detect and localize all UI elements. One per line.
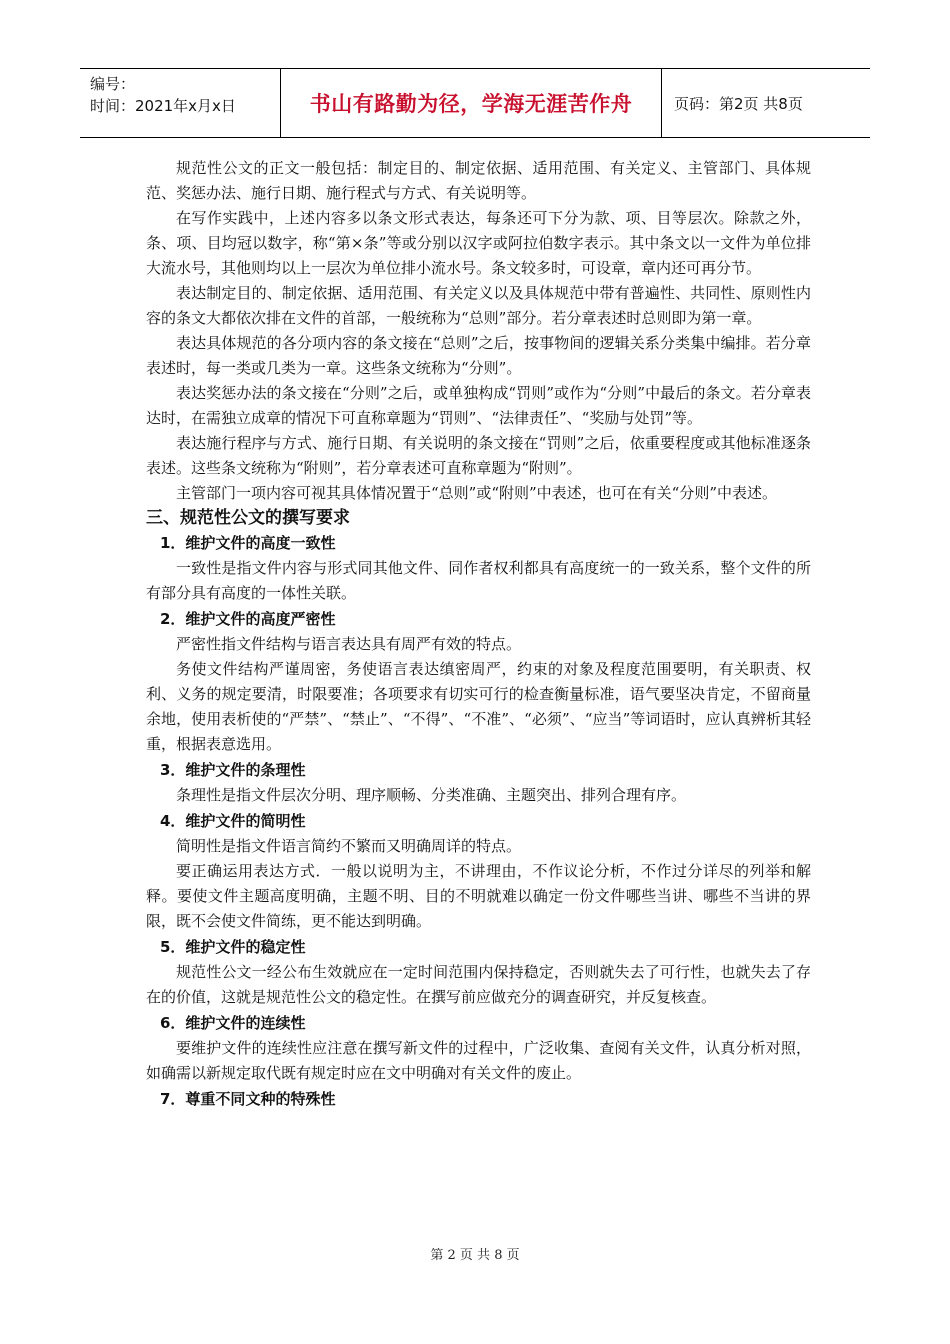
paragraph: 表达奖惩办法的条文接在“分则”之后，或单独构成“罚则”或作为“分则”中最后的条文。若分章表达时，在需独立成章的情况下可直称章题为“罚则”、“法律责任”、“奖励与处罚”等。 [146, 384, 811, 427]
paragraph: 在写作实践中，上述内容多以条文形式表达，每条还可下分为款、项、目等层次。除款之外，条、项、目均冠以数字，称“第×条”等或分别以汉字或阿拉伯数字表示。其中条文以一文件为单位排大流水号，其他则均以上一层次为单位排小流水号。条文较多时，可设章，章内还可再分节。 [146, 209, 811, 277]
paragraph: 表达具体规范的各分项内容的条文接在“总则”之后，按事物间的逻辑关系分类集中编排。若分章表述时，每一类或几类为一章。这些条文统称为“分则”。 [146, 334, 811, 377]
paragraph: 规范性公文的正文一般包括：制定目的、制定依据、适用范围、有关定义、主管部门、具体规范、奖惩办法、施行日期、施行程式与方式、有关说明等。 [146, 159, 811, 202]
subsection-heading: 3．维护文件的条理性 [160, 761, 306, 779]
subsection-heading: 7．尊重不同文种的特殊性 [160, 1090, 336, 1108]
page-footer: 第 2 页 共 8 页 [430, 1248, 520, 1263]
header-meta [80, 69, 281, 137]
paragraph: 要维护文件的连续性应注意在撰写新文件的过程中，广泛收集、查阅有关文件，认真分析对照，如确需以新规定取代既有规定时应在文中明确对有关文件的废止。 [146, 1039, 811, 1082]
header-motto: 书山有路勤为径，学海无涯苦作舟 [281, 69, 662, 137]
paragraph: 要正确运用表达方式．一般以说明为主，不讲理由，不作议论分析，不作过分详尽的列举和解释。要使文件主题高度明确，主题不明、目的不明就难以确定一份文件哪些当讲、哪些不当讲的界限，既不会使文件简练，更不能达到明确。 [146, 862, 811, 930]
paragraph: 一致性是指文件内容与形式同其他文件、同作者权利都具有高度统一的一致关系，整个文件的所有部分具有高度的一体性关联。 [146, 559, 811, 602]
section-heading: 三、规范性公文的撰写要求 [146, 508, 350, 528]
paragraph: 严密性指文件结构与语言表达具有周严有效的特点。 [176, 635, 522, 653]
document-code-label: 编号： [90, 75, 136, 93]
subsection-heading: 6．维护文件的连续性 [160, 1014, 306, 1032]
paragraph: 务使文件结构严谨周密，务使语言表达缜密周严，约束的对象及程度范围要明，有关职责、权利、义务的规定要清，时限要准；各项要求有切实可行的检查衡量标准，语气要坚决肯定，不留商量余地，使用表析使的“严禁”、“禁止”、“不得”、“不准”、“必须”、“应当”等词语时，应认真辨析其轻重，根据表意选用。 [146, 660, 811, 753]
subsection-heading: 1．维护文件的高度一致性 [160, 534, 336, 552]
paragraph: 条理性是指文件层次分明、理序顺畅、分类准确、主题突出、排列合理有序。 [176, 786, 687, 804]
page-header [80, 68, 870, 138]
paragraph: 表达施行程序与方式、施行日期、有关说明的条文接在“罚则”之后，依重要程度或其他标准逐条表述。这些条文统称为“附则”，若分章表述可直称章题为“附则”。 [146, 434, 811, 477]
paragraph: 规范性公文一经公布生效就应在一定时间范围内保持稳定，否则就失去了可行性，也就失去了存在的价值，这就是规范性公文的稳定性。在撰写前应做充分的调查研究，并反复核查。 [146, 963, 811, 1006]
subsection-heading: 2．维护文件的高度严密性 [160, 610, 336, 628]
subsection-heading: 4．维护文件的简明性 [160, 812, 306, 830]
paragraph: 主管部门一项内容可视其具体情况置于“总则”或“附则”中表述，也可在有关“分则”中表述。 [176, 484, 778, 502]
paragraph: 表达制定目的、制定依据、适用范围、有关定义以及具体规范中带有普遍性、共同性、原则性内容的条文大都依次排在文件的首部，一般统称为“总则”部分。若分章表述时总则即为第一章。 [146, 284, 811, 327]
document-time-label: 时间：2021年x月x日 [90, 97, 236, 115]
document-body [146, 156, 811, 1112]
header-page-info: 页码：第2页 共8页 [674, 94, 803, 113]
paragraph: 简明性是指文件语言简约不繁而又明确周详的特点。 [176, 837, 522, 855]
subsection-heading: 5．维护文件的稳定性 [160, 938, 306, 956]
